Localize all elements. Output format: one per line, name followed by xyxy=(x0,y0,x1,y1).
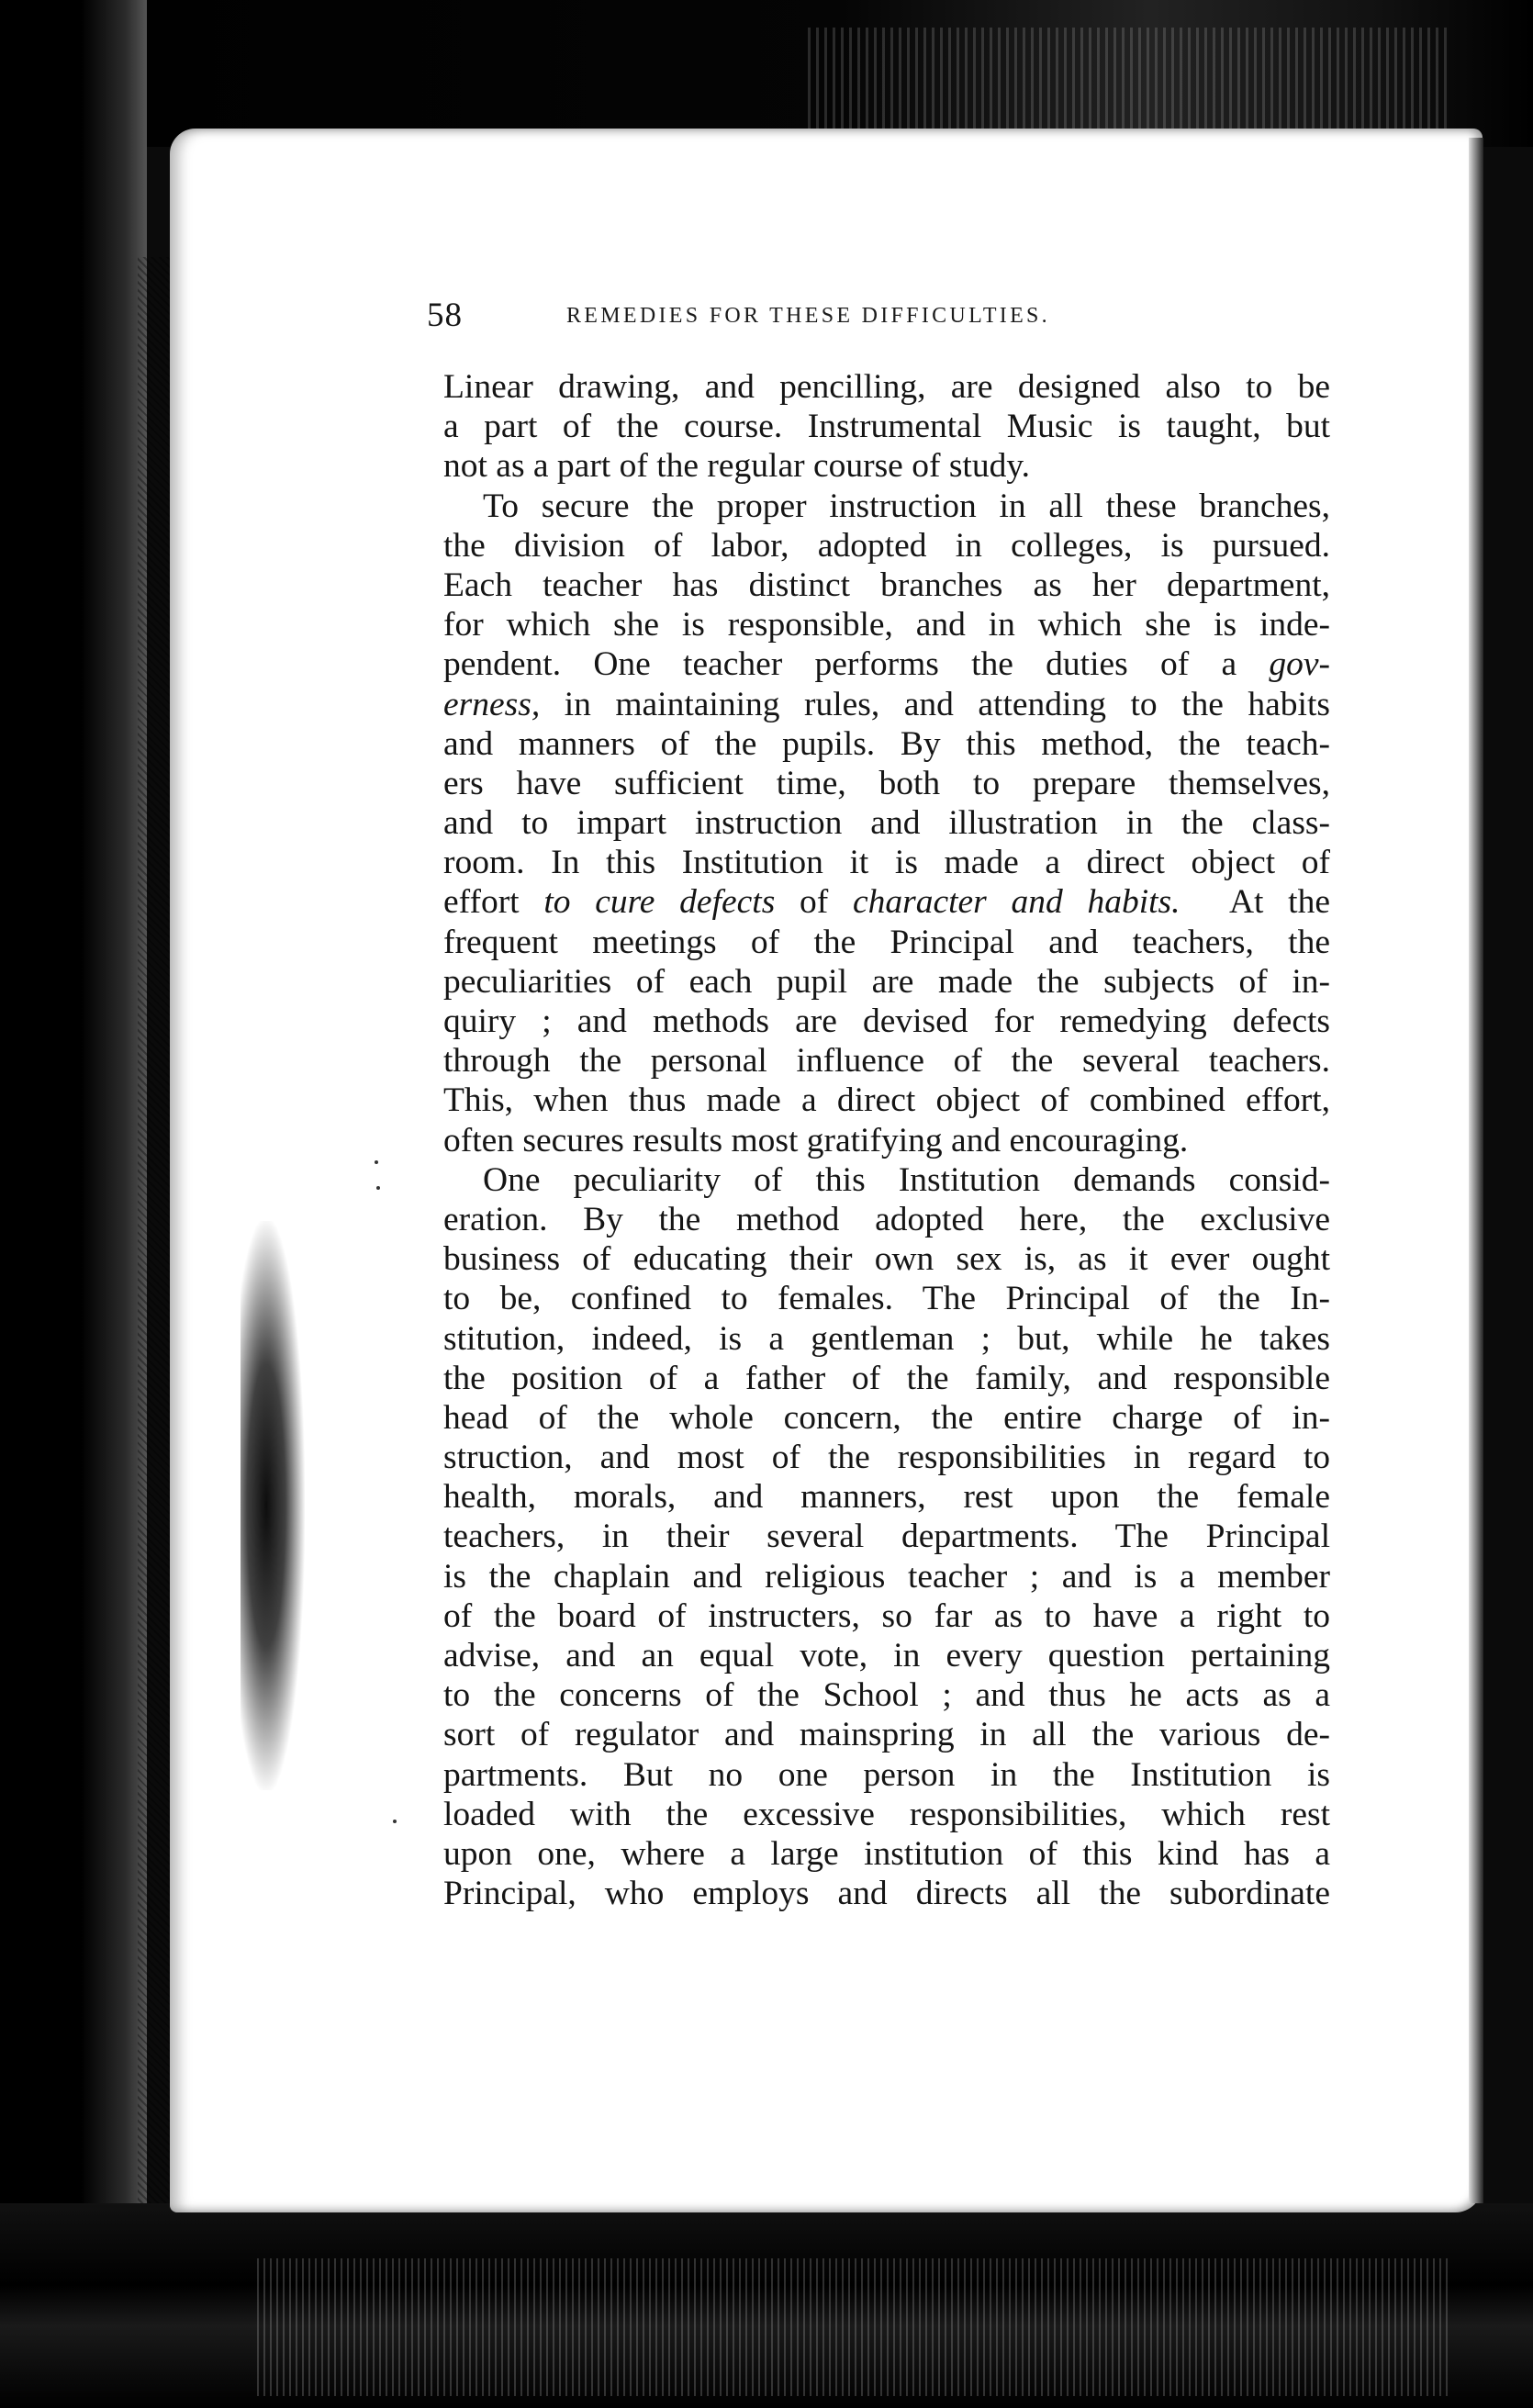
text-line: peculiarities of each pupil are made the subjects of in- xyxy=(443,962,1330,1001)
text-line: frequent meetings of the Principal and teachers, the xyxy=(443,923,1330,961)
text-line xyxy=(443,685,1330,724)
ink-speck xyxy=(375,1160,378,1164)
italic-segment: gov- xyxy=(1269,645,1331,684)
text-line: upon one, where a large institution of this kind has a xyxy=(443,1834,1330,1873)
text-line: ers have sufficient time, both to prepare themselves, xyxy=(443,764,1330,802)
text-line: Principal, who employs and directs all the subordinate xyxy=(443,1875,1330,1913)
text-segment: of xyxy=(800,883,829,922)
italic-segment: to cure defects xyxy=(543,883,776,922)
text-line: health, morals, and manners, rest upon the female xyxy=(443,1478,1330,1517)
page-header xyxy=(427,296,1336,342)
text-line: partments. But no one person in the Institution is xyxy=(443,1755,1330,1794)
text-line xyxy=(443,644,1330,684)
italic-segment: character and habits. xyxy=(852,883,1181,922)
text-line: stitution, indeed, is a gentleman ; but, while he takes xyxy=(443,1319,1330,1358)
text-line: to the concerns of the School ; and thus he acts as a xyxy=(443,1676,1330,1715)
text-segment: At the xyxy=(1228,883,1330,922)
text-line: teachers, in their several departments. The Principal xyxy=(443,1518,1330,1556)
text-line: a part of the course. Instrumental Music is taught, but xyxy=(443,408,1330,446)
text-line: not as a part of the regular course of study. xyxy=(443,447,1031,486)
text-line: quiry ; and methods are devised for remedying defects xyxy=(443,1002,1330,1040)
text-line: and manners of the pupils. By this method, the teach- xyxy=(443,724,1330,763)
text-line: of the board of instructers, so far as to have a right to xyxy=(443,1596,1330,1635)
text-line: and to impart instruction and illustration in the class- xyxy=(443,804,1330,843)
text-line: sort of regulator and mainspring in all the various de- xyxy=(443,1716,1330,1754)
text-line: is the chaplain and religious teacher ; and is a member xyxy=(443,1557,1330,1596)
scan-left-edge xyxy=(0,0,147,2408)
scan-bottom-edge xyxy=(0,2203,1533,2408)
text-line: advise, and an equal vote, in every question pertaining xyxy=(443,1637,1330,1674)
page-number: 58 xyxy=(427,297,463,334)
text-line: loaded with the excessive responsibilities, which rest xyxy=(443,1795,1330,1833)
text-line: to be, confined to females. The Principal of the In- xyxy=(443,1280,1330,1318)
binding-shadow xyxy=(241,1221,305,1790)
text-line: Each teacher has distinct branches as her department, xyxy=(443,566,1330,604)
page-body xyxy=(443,367,1330,1913)
text-line: the division of labor, adopted in colleges, is pursued. xyxy=(443,526,1330,565)
text-line: head of the whole concern, the entire charge of in- xyxy=(443,1398,1330,1437)
text-line: This, when thus made a direct object of combined effort, xyxy=(443,1081,1330,1120)
text-line: business of educating their own sex is, as it ever ought xyxy=(443,1240,1330,1279)
running-head: REMEDIES FOR THESE DIFFICULTIES. xyxy=(566,304,1050,328)
text-line: struction, and most of the responsibilities in regard to xyxy=(443,1439,1330,1477)
text-segment: effort xyxy=(443,883,520,922)
text-line: often secures results most gratifying and encouraging. xyxy=(443,1121,1189,1159)
text-line: One peculiarity of this Institution demands consid- xyxy=(483,1160,1330,1199)
text-segment: in maintaining rules, and attending to the habits xyxy=(564,685,1330,723)
scan-top-edge xyxy=(0,0,1533,147)
text-line: Linear drawing, and pencilling, are designed also to be xyxy=(443,368,1330,406)
text-segment: pendent. One teacher performs the duties of a xyxy=(443,645,1237,684)
page-right-edge xyxy=(1469,138,1483,2203)
text-line: through the personal influence of the several teachers. xyxy=(443,1042,1330,1081)
text-line: To secure the proper instruction in all these branches, xyxy=(483,487,1330,525)
text-line: for which she is responsible, and in which she is inde- xyxy=(443,606,1330,644)
ink-speck xyxy=(393,1820,397,1823)
ink-speck xyxy=(376,1186,380,1190)
text-line: the position of a father of the family, and responsible xyxy=(443,1359,1330,1397)
italic-segment: erness, xyxy=(443,685,541,723)
text-line xyxy=(443,882,1330,922)
text-line: eration. By the method adopted here, the exclusive xyxy=(443,1200,1330,1238)
text-line: room. In this Institution it is made a direct object of xyxy=(443,844,1330,882)
